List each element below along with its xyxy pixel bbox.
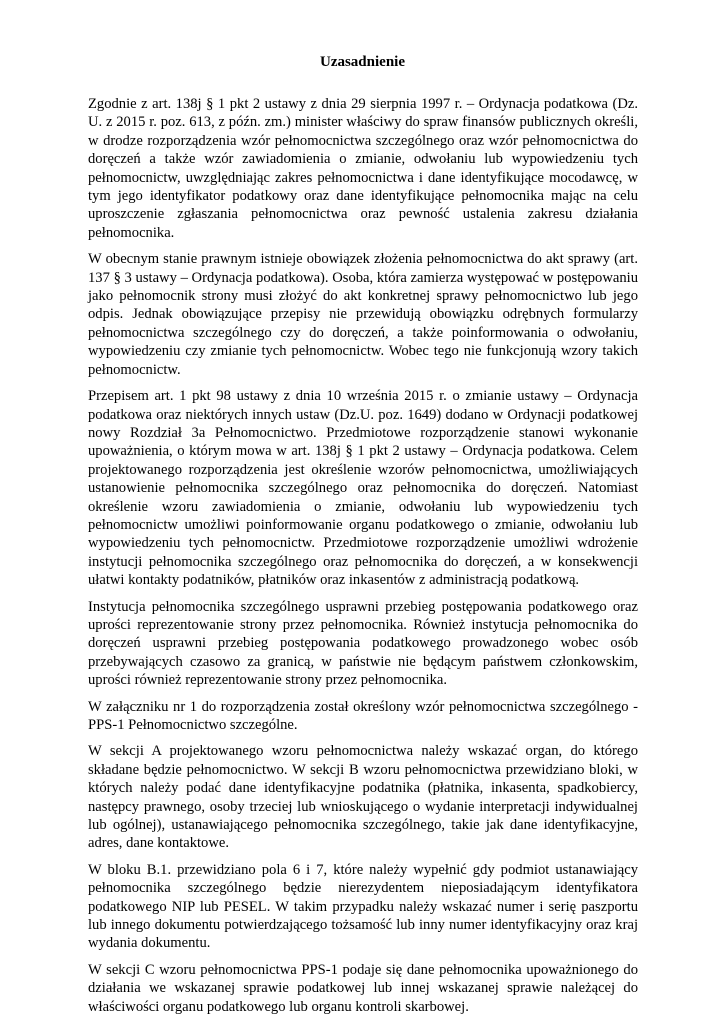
- paragraph-legal-basis: Zgodnie z art. 138j § 1 pkt 2 ustawy z dnia 29 sierpnia 1997 r. – Ordynacja podatkowa (Dz. U. z 2015 r. poz. 613, z późn. zm.) minister właściwy do spraw finansów publicznych określi, w drodze rozporządzenia wzór pełnomocnictwa szczególnego oraz wzór pełnomocnictwa do doręczeń a także wzór zawiadomienia o zmianie, odwołaniu lub wypowiedzeniu tych pełnomocnictw, uwzględniając zakres pełnomocnictwa i dane identyfikujące mocodawcę, w tym jego identyfikator podatkowy oraz dane identyfikujące pełnomocnika mając na celu uproszczenie zgłaszania pełnomocnictwa oraz pewność ustalenia zakresu działania pełnomocnika.: [88, 96, 638, 241]
- paragraph-section-a-b: W sekcji A projektowanego wzoru pełnomocnictwa należy wskazać organ, do którego składane będzie pełnomocnictwo. W sekcji B wzoru pełnomocnictwa przewidziano bloki, w których należy podać dane identyfikacyjne podatnika (płatnika, inkasenta, spadkobiercy, następcy prawnego, osoby trzeciej lub wnioskującego o wydanie interpretacji indywidualnej lub ogólnej), ustanawiającego pełnomocnika szczególnego, takie jak dane identyfikacyjne, adres, dane kontaktowe.: [88, 743, 638, 852]
- paragraph-current-state: W obecnym stanie prawnym istnieje obowiązek złożenia pełnomocnictwa do akt sprawy (art. 137 § 3 ustawy – Ordynacja podatkowa). Osoba, która zamierza występować w postępowaniu jako pełnomocnik strony musi złożyć do akt konkretnej sprawy pełnomocnictwo lub jego odpis. Jednak obowiązujące przepisy nie przewidują obowiązku odrębnych formularzy pełnomocnictwa szczególnego czy do doręczeń, a także poinformowania o odwołaniu, wypowiedzeniu czy zmianie tych pełnomocnictw. Wobec tego nie funkcjonują wzory takich pełnomocnictw.: [88, 251, 638, 378]
- paragraph-section-c: W sekcji C wzoru pełnomocnictwa PPS-1 podaje się dane pełnomocnika upoważnionego do działania we wskazanej sprawie podatkowej lub innej wskazanej sprawie należącej do właściwości organu podatkowego lub organu kontroli skarbowej.: [88, 961, 638, 1015]
- paragraph-annex-1: W załączniku nr 1 do rozporządzenia został określony wzór pełnomocnictwa szczególnego - PPS-1 Pełnomocnictwo szczególne.: [88, 698, 638, 733]
- paragraph-institution: Instytucja pełnomocnika szczególnego usprawni przebieg postępowania podatkowego oraz uprości reprezentowanie strony przez pełnomocnika. Również instytucja pełnomocnika do doręczeń usprawni przebieg postępowania podatkowego prowadzonego wobec osób przebywających czasowo za granicą, w państwie nie będącym państwem członkowskim, uprości również reprezentowanie strony przez pełnomocnika.: [88, 598, 638, 689]
- document-title: Uzasadnienie: [319, 54, 405, 70]
- paragraph-block-b1: W bloku B.1. przewidziano pola 6 i 7, które należy wypełnić gdy podmiot ustanawiający pełnomocnika szczególnego będzie nierezydentem nieposiadającym identyfikatora podatkowego NIP lub PESEL. W takim przypadku należy wskazać numer i serię paszportu lub innego dokumentu potwierdzającego tożsamość lub inny numer identyfikacyjny oraz kraj wydania dokumentu.: [88, 861, 638, 952]
- paragraph-amendment: Przepisem art. 1 pkt 98 ustawy z dnia 10 września 2015 r. o zmianie ustawy – Ordynacja podatkowa oraz niektórych innych ustaw (Dz.U. poz. 1649) dodano w Ordynacji podatkowej nowy Rozdział 3a Pełnomocnictwo. Przedmiotowe rozporządzenie stanowi wykonanie upoważnienia, o którym mowa w art. 138j § 1 pkt 2 ustawy – Ordynacja podatkowa. Celem projektowanego rozporządzenia jest określenie wzorów pełnomocnictwa, umożliwiających ustanowienie pełnomocnika szczególnego oraz pełnomocnika do doręczeń. Natomiast określenie wzoru zawiadomienia o zmianie, odwołaniu lub wypowiedzeniu tych pełnomocnictw umożliwi poinformowanie organu podatkowego o zmianie, odwołaniu lub wypowiedzeniu tych pełnomocnictw. Przedmiotowe rozporządzenie umożliwi wdrożenie instytucji pełnomocnika szczególnego oraz pełnomocnika do doręczeń, a w konsekwencji ułatwi kontakty podatników, płatników oraz inkasentów z administracją podatkową.: [88, 388, 638, 589]
- document-body: [88, 95, 638, 1024]
